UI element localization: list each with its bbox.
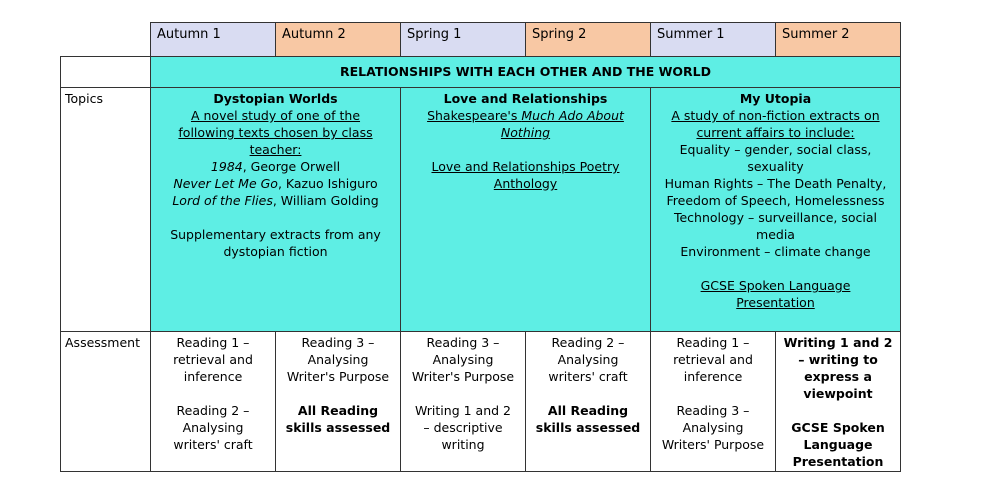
curriculum-table bbox=[60, 22, 901, 472]
term-autumn-1: Autumn 1 bbox=[151, 23, 276, 57]
novel-option: Never Let Me Go, Kazuo Ishiguro bbox=[173, 176, 378, 191]
topic-summer-spoken-2: Presentation bbox=[736, 295, 815, 310]
topic-summer-item: media bbox=[756, 227, 795, 242]
assessment-summer-2: Writing 1 and 2 – writing to express a viewpoint GCSE Spoken Language Presentation bbox=[776, 332, 901, 472]
topic-summer-item: Technology – surveillance, social bbox=[673, 210, 878, 225]
topic-autumn-title: Dystopian Worlds bbox=[213, 91, 338, 106]
topic-summer-item: Human Rights – The Death Penalty, bbox=[664, 176, 887, 191]
topic-autumn-extra-1: Supplementary extracts from any bbox=[170, 227, 381, 242]
assessment-autumn-1: Reading 1 – retrieval and inference Reading 2 – Analysing writers' craft bbox=[151, 332, 276, 472]
topic-autumn bbox=[151, 88, 401, 332]
topic-spring-play-line-2: Nothing bbox=[500, 125, 551, 140]
assessment-label: Assessment bbox=[61, 332, 151, 472]
term-spring-1: Spring 1 bbox=[401, 23, 526, 57]
topic-autumn-intro-2: following texts chosen by class bbox=[178, 125, 373, 140]
topic-summer-intro-1: A study of non-fiction extracts on bbox=[671, 108, 880, 123]
topic-spring-poetry-2: Anthology bbox=[493, 176, 558, 191]
topics-label: Topics bbox=[61, 88, 151, 332]
topic-summer-title: My Utopia bbox=[739, 91, 812, 106]
assessment-summer-1: Reading 1 – retrieval and inference Reading 3 – Analysing Writers' Purpose bbox=[651, 332, 776, 472]
theme-title: RELATIONSHIPS WITH EACH OTHER AND THE WORLD bbox=[151, 57, 901, 88]
term-header-row bbox=[61, 23, 901, 57]
topic-summer bbox=[651, 88, 901, 332]
term-summer-2: Summer 2 bbox=[776, 23, 901, 57]
topic-autumn-extra-2: dystopian fiction bbox=[223, 244, 328, 259]
topic-spring-title: Love and Relationships bbox=[443, 91, 608, 106]
topic-summer-item: sexuality bbox=[747, 159, 804, 174]
topic-summer-item: Freedom of Speech, Homelessness bbox=[666, 193, 885, 208]
novel-option: 1984, George Orwell bbox=[210, 159, 341, 174]
topic-spring bbox=[401, 88, 651, 332]
novel-option: Lord of the Flies, William Golding bbox=[172, 193, 379, 208]
term-autumn-2: Autumn 2 bbox=[276, 23, 401, 57]
theme-row bbox=[61, 57, 901, 88]
theme-label-cell bbox=[61, 57, 151, 88]
topic-spring-poetry-1: Love and Relationships Poetry bbox=[431, 159, 620, 174]
assessment-autumn-2: Reading 3 – Analysing Writer's Purpose All Reading skills assessed bbox=[276, 332, 401, 472]
topic-summer-item: Environment – climate change bbox=[680, 244, 871, 259]
assessment-row bbox=[61, 332, 901, 472]
topic-summer-intro-2: current affairs to include: bbox=[696, 125, 855, 140]
term-summer-1: Summer 1 bbox=[651, 23, 776, 57]
topic-autumn-intro-1: A novel study of one of the bbox=[190, 108, 361, 123]
assessment-spring-2: Reading 2 – Analysing writers' craft All Reading skills assessed bbox=[526, 332, 651, 472]
topics-row bbox=[61, 88, 901, 332]
topic-spring-play-line-1: Shakespeare's Much Ado About bbox=[427, 108, 624, 123]
corner-cell bbox=[61, 23, 151, 57]
term-spring-2: Spring 2 bbox=[526, 23, 651, 57]
topic-autumn-intro-3: teacher: bbox=[249, 142, 302, 157]
topic-summer-spoken-1: GCSE Spoken Language bbox=[700, 278, 851, 293]
assessment-spring-1: Reading 3 – Analysing Writer's Purpose Writing 1 and 2 – descriptive writing bbox=[401, 332, 526, 472]
topic-summer-item: Equality – gender, social class, bbox=[679, 142, 872, 157]
